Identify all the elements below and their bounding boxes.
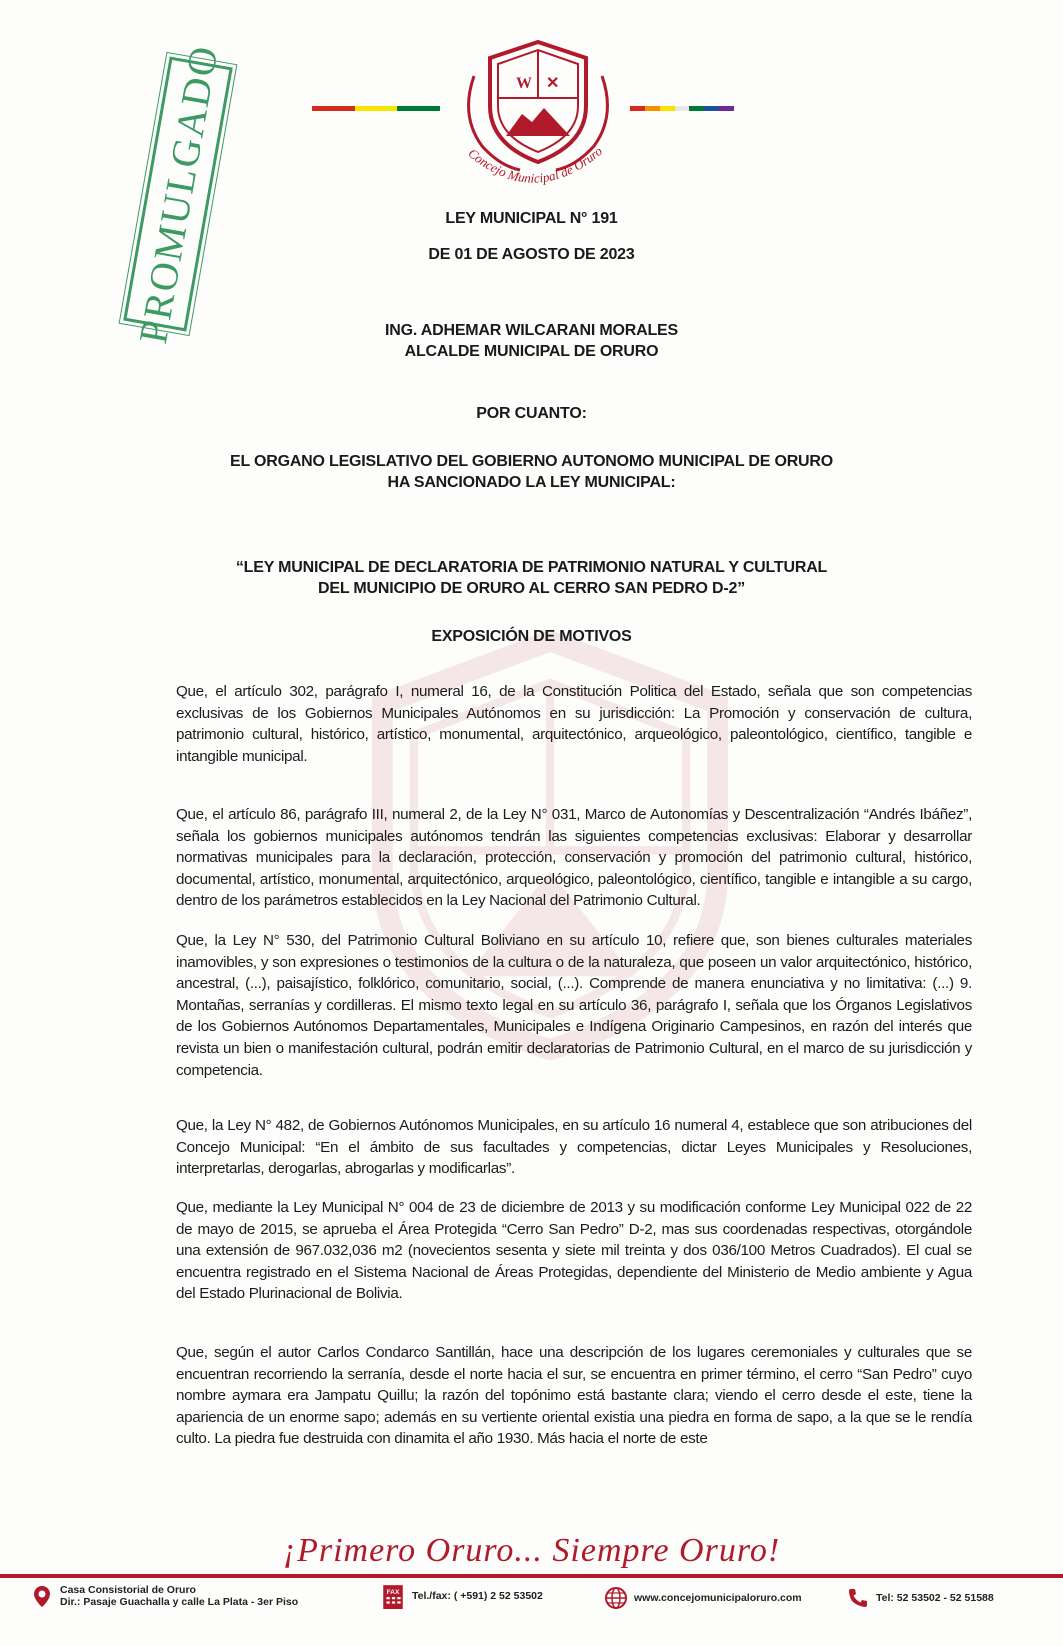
law-number: LEY MUNICIPAL N° 191 [445,210,618,227]
law-title-line-2: DEL MUNICIPIO DE ORURO AL CERRO SAN PEDRO D-2” [318,580,745,597]
fax-icon [380,1582,406,1610]
flag-stripe [312,106,440,111]
organ-block [0,451,1063,493]
paragraph-1: Que, el artículo 302, parágrafo I, numeral 16, de la Constitución Politica del Estado, señala que son competencias exclusivas de los Gobiernos Municipales Autónomos en su jurisdicción: La Promoción y conservación de cultura, patrimonio cultural, histórico, artístico, monumental, arquitectónico, arqueológico, paleontológico, científico, tangible e intangible municipal. [176,683,972,765]
paragraph-6: Que, según el autor Carlos Condarco Santillán, hace una descripción de los lugares ceremoniales y culturales que se encuentran recorriendo la serranía, desde el norte hacia el sur, se encuentra en primer término, el cerro “San Pedro” cuyo nombre aymara era Jampatu Quillu; la razón del topónimo está bastante clara; viendo el cerro desde el este, tiene la apariencia de un enorme sapo; además en su vertiente oriental existia una piedra en forma de sapo, a la que se le rendía culto. La piedra fue destruida con dinamita el año 1930. Más hacia el norte de este [176,1344,972,1448]
footer-telfax [380,1582,543,1610]
svg-text:W: W [516,75,532,92]
por-cuanto: POR CUANTO: [476,405,587,422]
crest-motto: Concejo Municipal de Oruro [465,143,606,186]
section-title: EXPOSICIÓN DE MOTIVOS [431,628,632,645]
globe-icon [604,1586,628,1610]
mayor-title: ALCALDE MUNICIPAL DE ORURO [404,343,659,360]
svg-text:✕: ✕ [546,75,560,92]
paragraph-3: Que, la Ley N° 530, del Patrimonio Cultural Boliviano en su artículo 10, refiere que, son bienes culturales materiales inamovibles, y son expresiones o testimonios de la cultura o de la naturaleza, que poseen un valor arquitectónico, histórico, ancestral, (...), paisajístico, folklórico, comunitario, social, (...). Comprende de manera enunciativa y no limitativa: (...) 9. Montañas, serranías y cordilleras. El mismo texto legal en su artículo 36, parágrafo I, señala que los Órganos Legislativos de los Gobiernos Autónomos Departamentales, Municipales e Indígena Originario Campesinos, en razón del interés que revista un bien o manifestación cultural, podrán emitir declaratorias de Patrimonio Cultural, en el marco de su jurisdicción y competencia. [176,932,972,1079]
concejo-crest-logo [440,36,636,201]
mayor-name: ING. ADHEMAR WILCARANI MORALES [385,322,678,339]
paragraph-5: Que, mediante la Ley Municipal N° 004 de 23 de diciembre de 2013 y su modificación conforme Ley Municipal 022 de 22 de mayo de 2015, se aprueba el Área Protegida “Cerro San Pedro” D-2, mas sus coordenadas respectivas, otorgándole una extensión de 967.032,036 m2 (novecientos sesenta y siete mil treinta y dos 036/100 Metros Cuadrados). El cual se encuentra registrado en el Sistema Nacional de Áreas Protegidas, dependiente del Ministerio de Medio ambiente y Agua del Estado Plurinacional de Bolivia. [176,1199,972,1303]
footer-address [30,1584,298,1608]
website-text[interactable]: www.concejomunicipaloruro.com [634,1592,802,1604]
organ-line-2: HA SANCIONADO LA LEY MUNICIPAL: [387,474,676,491]
footer-website[interactable] [604,1586,802,1610]
footer-phones [846,1586,994,1610]
law-title-line-1: “LEY MUNICIPAL DE DECLARATORIA DE PATRIMONIO NATURAL Y CULTURAL [235,559,828,576]
address-line-2: Dir.: Pasaje Guachalla y calle La Plata - 3er Piso [60,1596,299,1608]
footer-divider [0,1574,1063,1578]
wiphala-stripe [630,106,734,111]
mayor-block [0,320,1063,362]
phone-icon [846,1586,870,1610]
paragraph-4: Que, la Ley N° 482, de Gobiernos Autónomos Municipales, en su artículo 16 numeral 4, establece que son atribuciones del Concejo Municipal: “En el ámbito de sus facultades y competencias, dictar Leyes Municipales y Resoluciones, interpretarlas, derogarlas, abrogarlas y modificarlas”. [176,1117,972,1178]
telfax-text: Tel./fax: ( +591) 2 52 53502 [412,1590,543,1602]
phones-text: Tel: 52 53502 - 52 51588 [876,1592,994,1604]
law-date: DE 01 DE AGOSTO DE 2023 [428,246,635,263]
address-line-1: Casa Consistorial de Oruro [60,1584,196,1596]
footer-contact [0,1580,1063,1630]
law-title [0,557,1063,599]
fax-icon-label: FAX [386,1588,400,1596]
footer-slogan: ¡Primero Oruro... Siempre Oruro! [282,1532,781,1569]
paragraph-2: Que, el artículo 86, parágrafo III, numeral 2, de la Ley N° 031, Marco de Autonomías y Descentralización “Andrés Ibáñez”, señala los gobiernos municipales autónomos tendrán las siguientes competencias exclusivas: Elaborar y desarrollar normativas municipales para la declaración, protección, conservación y promoción del patrimonio cultural, histórico, documental, artístico, monumental, arquitectónico, arqueológico, paleontológico, científico, tangible e intangible a su cargo, dentro de los parámetros establecidos en la Ley Nacional del Patrimonio Cultural. [176,806,972,910]
promulgado-stamp: PROMULGADO [123,56,233,331]
organ-line-1: EL ORGANO LEGISLATIVO DEL GOBIERNO AUTONOMO MUNICIPAL DE ORURO [229,453,834,470]
location-pin-icon [30,1584,54,1608]
